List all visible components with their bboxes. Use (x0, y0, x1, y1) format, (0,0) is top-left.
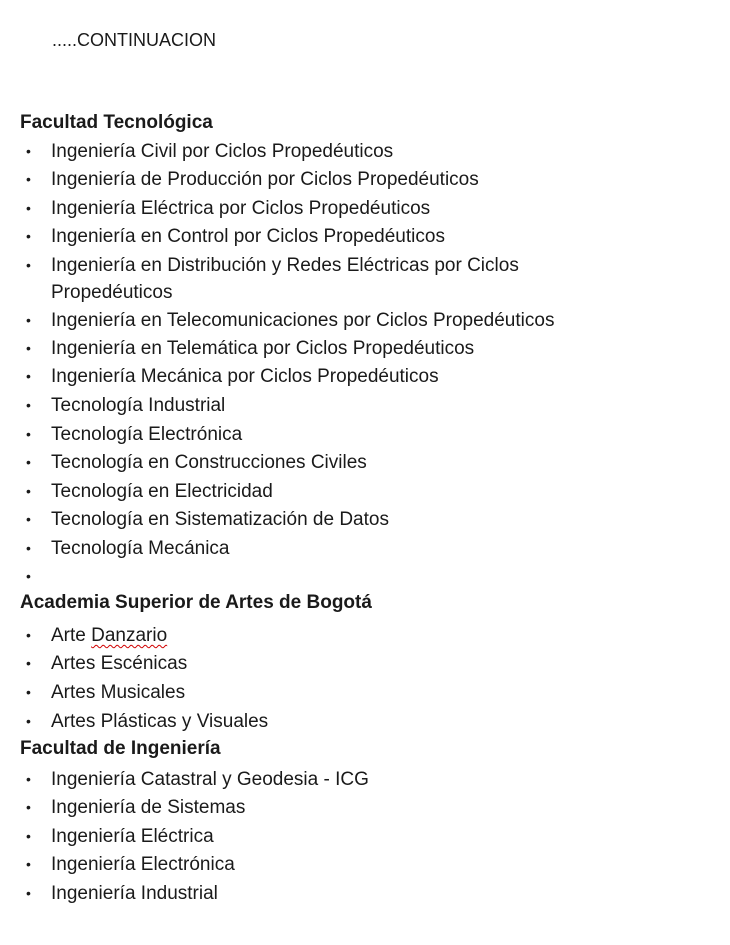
list-item-text: Ingeniería de Sistemas (51, 797, 246, 818)
list-item-text: Tecnología Electrónica (51, 424, 243, 445)
continuation-label: .....CONTINUACION (52, 30, 217, 50)
list-item-text: Ingeniería Catastral y Geodesia - ICG (51, 769, 369, 790)
bullet-icon (26, 307, 46, 334)
bullet-icon (26, 679, 46, 706)
list-item-text: Ingeniería en Control por Ciclos Propedéuticos (51, 226, 445, 247)
bullet-icon (26, 449, 46, 476)
section-heading-academia-artes: Academia Superior de Artes de Bogotá (20, 592, 372, 613)
list-item-text: Artes Musicales (51, 682, 186, 703)
bullet-icon (26, 195, 46, 222)
list-item-text: Tecnología en Construcciones Civiles (51, 452, 367, 473)
bullet-icon (26, 823, 46, 850)
bullet-icon (26, 880, 46, 907)
bullet-icon (26, 138, 46, 165)
list-item-text: Ingeniería en Telecomunicaciones por Ciclos Propedéuticos (51, 310, 555, 331)
bullet-icon (26, 650, 46, 677)
list-item-text: Ingeniería en Distribución y Redes Eléctricas por Ciclos (51, 255, 519, 276)
bullet-icon (26, 622, 46, 649)
list-item-text: Ingeniería en Telemática por Ciclos Propedéuticos (51, 338, 475, 359)
list-item-text: Tecnología en Sistematización de Datos (51, 509, 389, 530)
bullet-icon (26, 766, 46, 793)
bullet-icon (26, 708, 46, 735)
list-item-text: Ingeniería Eléctrica (51, 826, 214, 847)
list-item-text: Tecnología en Electricidad (51, 481, 273, 502)
bullet-icon (26, 252, 46, 279)
section-heading-facultad-ingenieria: Facultad de Ingeniería (20, 738, 221, 759)
list-item-text: Artes Plásticas y Visuales (51, 711, 269, 732)
list-item-text: Ingeniería Mecánica por Ciclos Propedéuticos (51, 366, 439, 387)
list-item-text: Propedéuticos (51, 282, 173, 303)
list-item-text: Tecnología Mecánica (51, 538, 230, 559)
bullet-icon (26, 794, 46, 821)
bullet-icon (26, 421, 46, 448)
list-item-text (51, 622, 167, 649)
list-item-text-part: Arte (51, 625, 92, 646)
section-heading-facultad-tecnologica: Facultad Tecnológica (20, 112, 213, 133)
list-item-text: Artes Escénicas (51, 653, 188, 674)
list-item-text: Ingeniería Eléctrica por Ciclos Propedéuticos (51, 198, 431, 219)
bullet-icon (26, 392, 46, 419)
list-item-text: Ingeniería Electrónica (51, 854, 235, 875)
bullet-icon (26, 363, 46, 390)
bullet-icon (26, 506, 46, 533)
bullet-icon (26, 223, 46, 250)
bullet-icon (26, 563, 46, 590)
list-item-text: Ingeniería Civil por Ciclos Propedéuticos (51, 141, 394, 162)
misspelled-word: Danzario (91, 625, 168, 646)
list-item-text: Ingeniería de Producción por Ciclos Propedéuticos (51, 169, 479, 190)
bullet-icon (26, 166, 46, 193)
list-item-text: Tecnología Industrial (51, 395, 226, 416)
bullet-icon (26, 851, 46, 878)
bullet-icon (26, 535, 46, 562)
bullet-icon (26, 478, 46, 505)
bullet-icon (26, 335, 46, 362)
list-item-text: Ingeniería Industrial (51, 883, 218, 904)
